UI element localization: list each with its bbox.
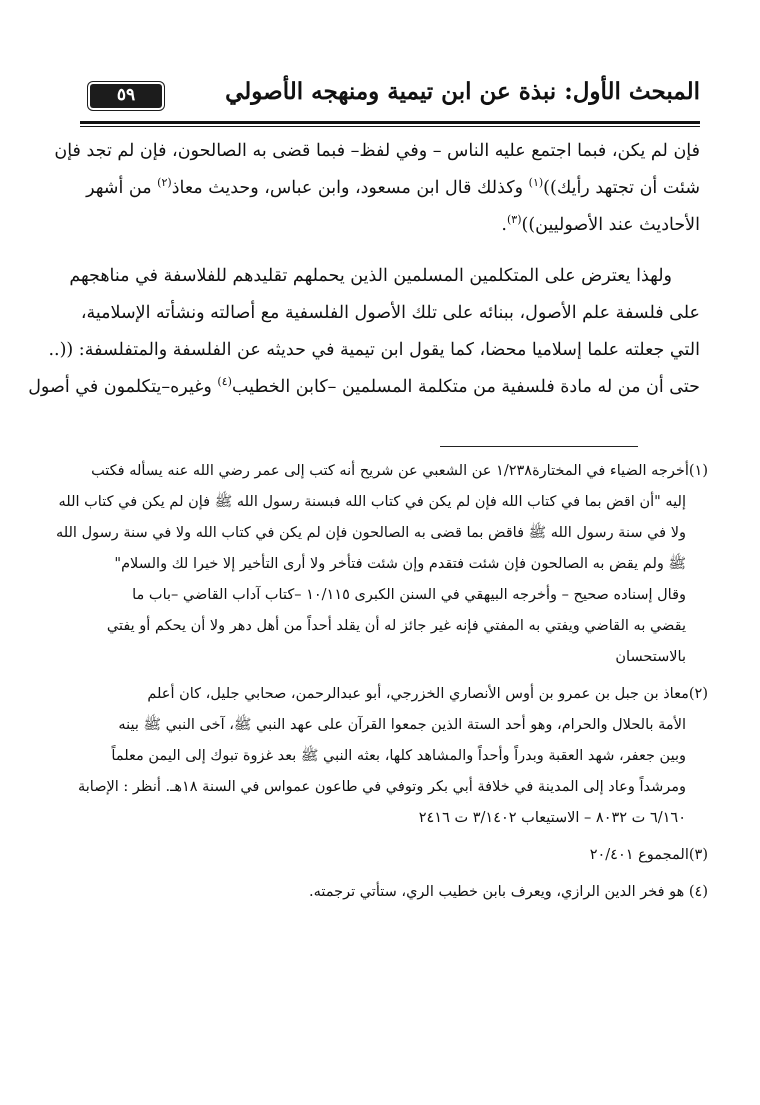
footnote-4: (٤) هو فخر الدين الرازي، ويعرف بابن خطيب الري، ستأتي ترجمته.: [308, 884, 708, 900]
header-rule: [80, 121, 700, 124]
footnote-2-line: الأمة بالحلال والحرام، وهو أحد الستة الذين جمعوا القرآن على عهد النبي ﷺ، آخى النبي ﷺ بينه: [118, 717, 686, 733]
text-line: على فلسفة علم الأصول، ببنائه على تلك الأصول الفلسفية مع أصالته ونشأته الإسلامية،: [80, 303, 700, 323]
footnote-3: (٣)المجموع ٢٠/٤٠١: [589, 847, 708, 863]
main-text: [28, 133, 700, 406]
footnote-ref: (١): [528, 176, 544, 190]
footnote-1-line: بالاستحسان: [615, 649, 686, 665]
text-line: شئت أن تجتهد رأيك))$^{(١)}$ وكذلك قال ابن مسعود، وابن عباس، وحديث معاذ$^{(٢)}$ من أشهر: [86, 176, 700, 198]
footnote-separator: [440, 446, 638, 447]
footnotes: [55, 456, 708, 908]
footnote-1-line: وقال إسناده صحيح – وأخرجه البيهقي في السنن الكبرى ١٠/١١٥ –كتاب آداب القاضي –باب ما: [132, 587, 686, 603]
footnote-2-line: وبين جعفر، شهد العقبة وبدراً وأحداً والمشاهد كلها، بعثه النبي ﷺ بعد غزوة تبوك إلى اليمن معلماً: [111, 748, 686, 764]
header-rule-thin: [80, 126, 700, 127]
text-line: حتى أن من له مادة فلسفية من متكلمة المسلمين –كابن الخطيب$^{(٤)}$ وغيره–يتكلمون في أصول: [28, 375, 700, 397]
footnote-1-line: ولا في سنة رسول الله ﷺ فاقض بما قضى به الصالحون فإن لم يكن في كتاب الله ولا في سنة رسول الله: [55, 525, 686, 541]
footnote-ref: (٣): [506, 213, 522, 227]
footnote-2-line: ٦/١٦٠ ت ٨٠٣٢ – الاستيعاب ٣/١٤٠٢ ت ٢٤١٦: [418, 810, 686, 826]
page-header: [80, 74, 700, 120]
footnote-2-line: ومرشداً وعاد إلى المدينة في خلافة أبي بكر وتوفي في طاعون عمواس في السنة ١٨هـ. أنظر : الإصابة: [77, 779, 686, 795]
footnote-1-line: ﷺ ولم يقض به الصالحون فإن شئت فتقدم وإن شئت فتأخر ولا أرى التأخير إلا خيرا لك والسلام": [114, 556, 686, 572]
page-number: ٥٩: [116, 85, 136, 105]
footnote-1-line: يقضي به القاضي ويفتي به المفتي فإنه غير جائز له أن يقلد أحداً من أهل دهر ولا أن يحكم أو يفتي: [106, 618, 686, 634]
text-line: التي جعلته علما إسلاميا محضا، كما يقول ابن تيمية في حديثه عن الفلسفة والمتفلسفة: ((..: [48, 340, 700, 360]
page-number-badge: [90, 84, 162, 108]
chapter-title: المبحث الأول: نبذة عن ابن تيمية ومنهجه الأصولي: [225, 78, 700, 105]
footnote-1-line: إليه "أن اقض بما في كتاب الله فإن لم يكن في كتاب الله فبسنة رسول الله ﷺ فإن لم يكن في كتاب الله: [58, 494, 686, 510]
footnote-ref: (٢): [157, 176, 172, 190]
footnote-ref: (٤): [217, 375, 232, 389]
footnote-2-line: (٢)معاذ بن جبل بن عمرو بن أوس الأنصاري الخزرجي، أبو عبدالرحمن، صحابي جليل، كان أعلم: [147, 686, 708, 702]
text-line: فإن لم يكن، فبما اجتمع عليه الناس – وفي لفظ– فبما قضى به الصالحون، فإن لم تجد فإن: [54, 141, 700, 161]
footnote-1-line: (١)أخرجه الضياء في المختارة١/٢٣٨ عن الشعبي عن شريح أنه كتب إلى عمر رضي الله عنه يسأله فكتب: [91, 463, 708, 479]
text-line: ولهذا يعترض على المتكلمين المسلمين الذين يحملهم تقليدهم للفلاسفة في مناهجهم: [69, 266, 672, 286]
text-line: الأحاديث عند الأصوليين))$^{(٣)}$.: [501, 213, 700, 235]
